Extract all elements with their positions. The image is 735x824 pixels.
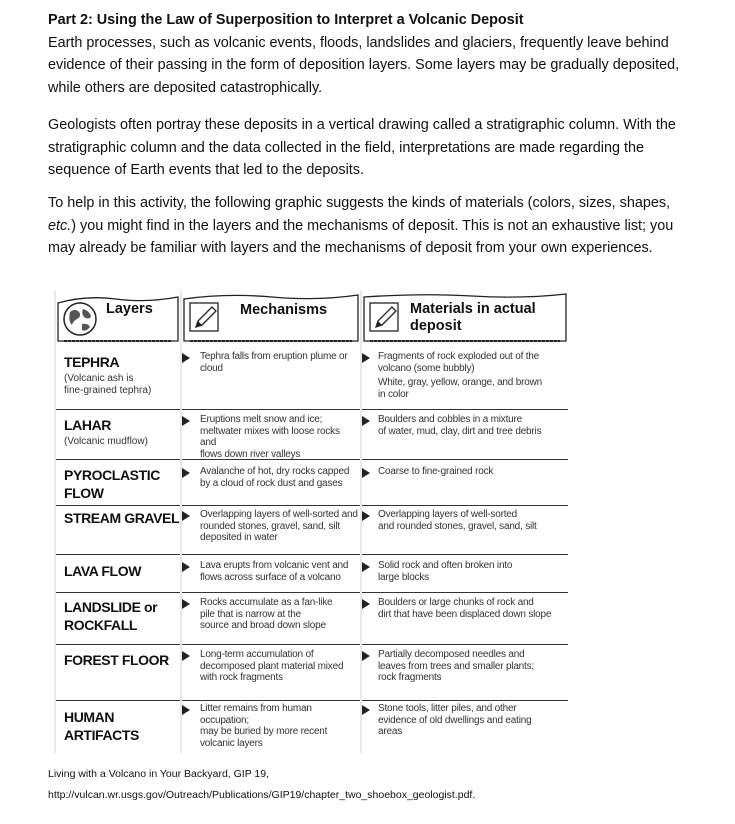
mechanism-text-line: rounded stones, gravel, sand, silt [200, 520, 340, 532]
arrow-icon [362, 651, 370, 661]
layer-name [64, 466, 160, 502]
material-text [378, 466, 566, 478]
paragraph-text-1: Earth processes, such as volcanic events, floods, landslides and glaciers, frequently leave behind evidence of their passing in the form of deposition layers. Some layers may be gradually deposited, while others are deposited catastrophically. [48, 34, 680, 96]
layers-header [56, 291, 180, 341]
globe-icon [60, 299, 100, 339]
material-extra-text [378, 377, 566, 400]
material-extra-text-line: White, gray, yellow, orange, and brown [378, 377, 542, 388]
pencil-icon [368, 301, 402, 335]
material-text [378, 649, 566, 684]
table-row [182, 459, 360, 505]
mechanism-text [200, 597, 358, 632]
materials-header-title [410, 301, 536, 335]
mechanism-text [200, 703, 358, 749]
layer-name-line: ARTIFACTS [64, 727, 139, 743]
table-row [362, 554, 568, 592]
layers-mechanisms-figure [54, 291, 568, 753]
mechanism-text-line: Long-term accumulation of [200, 649, 314, 660]
material-text-line: areas [378, 726, 403, 737]
table-row [362, 700, 568, 753]
part-heading: Part 2: Using the Law of Superposition to Interpret a Volcanic Deposit [48, 12, 524, 28]
arrow-icon [182, 705, 190, 715]
arrow-icon [362, 599, 370, 609]
mechanism-text-line: deposited in water [200, 532, 278, 543]
arrow-icon [182, 599, 190, 609]
layer-name [64, 353, 119, 371]
layer-name [64, 651, 169, 669]
layer-name-line: LAHAR [64, 417, 111, 433]
arrow-icon [362, 468, 370, 478]
layer-name [64, 416, 111, 434]
material-text-line: large blocks [378, 571, 429, 583]
mechanism-text-line: Lava erupts from volcanic vent and [200, 560, 349, 571]
table-row [362, 459, 568, 505]
mechanisms-header [182, 291, 360, 341]
mechanism-text-line: Overlapping layers of well-sorted and [200, 509, 358, 520]
mechanism-text-line: with rock fragments [200, 672, 283, 683]
table-row [56, 700, 180, 753]
table-row [182, 554, 360, 592]
material-text [378, 703, 566, 738]
arrow-icon [362, 353, 370, 363]
p3-etc: etc. [48, 217, 72, 234]
mechanism-text-line: Avalanche of hot, dry rocks capped [200, 466, 350, 477]
mechanism-text-line: cloud [200, 362, 223, 374]
p3-text-b: ) you might find in the layers and the mechanisms of deposit. This is not an exhaustive list; you may already be familiar with layers and the mechanisms of deposit from your own experiences. [48, 217, 674, 257]
arrow-icon [182, 651, 190, 661]
layer-name-line: LANDSLIDE or [64, 599, 158, 615]
layer-description-line: fine-grained tephra) [64, 384, 152, 396]
layer-name-line: LAVA FLOW [64, 563, 142, 579]
table-row [56, 554, 180, 592]
material-text-line: Partially decomposed needles and [378, 649, 525, 660]
mechanism-text [200, 414, 358, 460]
mechanism-text-line: flows across surface of a volcano [200, 571, 341, 583]
material-text-line: Boulders and cobbles in a mixture [378, 414, 523, 425]
mechanism-text [200, 466, 358, 489]
materials-header [362, 291, 568, 341]
material-text-line: volcano (some bubbly) [378, 362, 475, 374]
mechanism-text-line: Litter remains from human occupation; [200, 703, 312, 726]
arrow-icon [182, 511, 190, 521]
mechanism-text-line: volcanic layers [200, 737, 263, 749]
material-text-line: and rounded stones, gravel, sand, silt [378, 520, 537, 532]
layer-name-line: FLOW [64, 485, 104, 501]
material-text-line: Stone tools, litter piles, and other [378, 703, 517, 714]
materials-column [362, 291, 568, 753]
mechanism-text-line: Eruptions melt snow and ice; [200, 414, 323, 425]
table-row [56, 409, 180, 459]
material-text [378, 597, 566, 620]
caption-source: Living with a Volcano in Your Backyard, GIP 19, [48, 768, 270, 780]
table-row [56, 459, 180, 505]
mechanism-text-line: Rocks accumulate as a fan-like [200, 597, 333, 608]
material-text-line: Boulders or large chunks of rock and [378, 597, 534, 608]
arrow-icon [182, 468, 190, 478]
table-row [56, 592, 180, 644]
intro-paragraph-3 [48, 192, 688, 260]
arrow-icon [362, 562, 370, 572]
material-text-line: Fragments of rock exploded out of the [378, 351, 540, 362]
table-row [56, 505, 180, 554]
layer-name [64, 708, 139, 744]
mechanism-text [200, 351, 358, 374]
material-text-line: Overlapping layers of well-sorted [378, 509, 518, 520]
mechanism-text [200, 649, 358, 684]
layer-description-line: (Volcanic mudflow) [64, 436, 148, 447]
caption-url: http://vulcan.wr.usgs.gov/Outreach/Publications/GIP19/chapter_two_shoebox_geologist.pdf. [48, 789, 476, 801]
p3-text-a: To help in this activity, the following graphic suggests the kinds of materials (colors, sizes, shapes, [48, 195, 671, 211]
materials-header-line-1: Materials in actual [410, 301, 536, 317]
layer-name-line: HUMAN [64, 709, 115, 725]
table-row [182, 700, 360, 753]
table-row [182, 644, 360, 700]
material-text-line: evidence of old dwellings and eating [378, 714, 532, 726]
table-row [56, 644, 180, 700]
layers-header-title: Layers [106, 301, 153, 317]
layers-column [56, 291, 180, 753]
mechanism-text-line: meltwater mixes with loose rocks and [200, 425, 340, 448]
material-extra-text-line: in color [378, 388, 409, 400]
table-row [56, 347, 180, 409]
arrow-icon [362, 416, 370, 426]
pencil-icon [188, 301, 222, 335]
mechanism-text-line: by a cloud of rock dust and gases [200, 477, 343, 489]
materials-header-line-2: deposit [410, 318, 462, 334]
mechanism-text-line: may be buried by more recent [200, 726, 328, 737]
layer-name [64, 509, 179, 527]
table-row [362, 347, 568, 409]
table-row [182, 347, 360, 409]
arrow-icon [362, 705, 370, 715]
arrow-icon [362, 511, 370, 521]
arrow-icon [182, 416, 190, 426]
mechanism-text-line: source and broad down slope [200, 620, 326, 631]
layer-name-line: PYROCLASTIC [64, 467, 160, 483]
mechanism-text-line: pile that is narrow at the [200, 608, 301, 620]
table-row [362, 592, 568, 644]
mechanisms-header-title: Mechanisms [240, 302, 328, 318]
material-text [378, 560, 566, 583]
material-text-line: Coarse to fine-grained rock [378, 466, 494, 477]
layer-description-line: (Volcanic ash is [64, 373, 134, 384]
layer-description [64, 373, 151, 396]
table-row [362, 644, 568, 700]
mechanism-text-line: flows down river valleys [200, 448, 301, 460]
table-row [182, 409, 360, 459]
material-text-line: rock fragments [378, 672, 442, 683]
table-row [362, 505, 568, 554]
mechanisms-column [182, 291, 360, 753]
table-row [362, 409, 568, 459]
mechanism-text [200, 509, 358, 544]
layer-name-line: FOREST FLOOR [64, 652, 169, 668]
intro-paragraph-1 [48, 9, 688, 99]
material-text [378, 351, 566, 374]
material-text-line: Solid rock and often broken into [378, 560, 513, 571]
material-text-line: dirt that have been displaced down slope [378, 608, 552, 620]
arrow-icon [182, 562, 190, 572]
table-row [182, 505, 360, 554]
arrow-icon [182, 353, 190, 363]
material-text [378, 414, 566, 437]
intro-paragraph-2: Geologists often portray these deposits in a vertical drawing called a stratigraphic column. With the stratigraphic column and the data collected in the field, interpretations are made regarding the sequence of Earth events that led to the deposits. [48, 117, 676, 179]
layer-name [64, 598, 157, 634]
material-text [378, 509, 566, 532]
mechanism-text [200, 560, 358, 583]
layer-name [64, 562, 141, 580]
table-row [182, 592, 360, 644]
layer-name-line: STREAM GRAVEL [64, 510, 180, 526]
material-text-line: leaves from trees and smaller plants; [378, 660, 535, 672]
mechanism-text-line: decomposed plant material mixed [200, 660, 344, 672]
layer-name-line: TEPHRA [64, 354, 120, 370]
layer-description [64, 436, 148, 448]
layer-name-line: ROCKFALL [64, 617, 138, 633]
mechanism-text-line: Tephra falls from eruption plume or [200, 351, 348, 362]
material-text-line: of water, mud, clay, dirt and tree debris [378, 425, 542, 437]
